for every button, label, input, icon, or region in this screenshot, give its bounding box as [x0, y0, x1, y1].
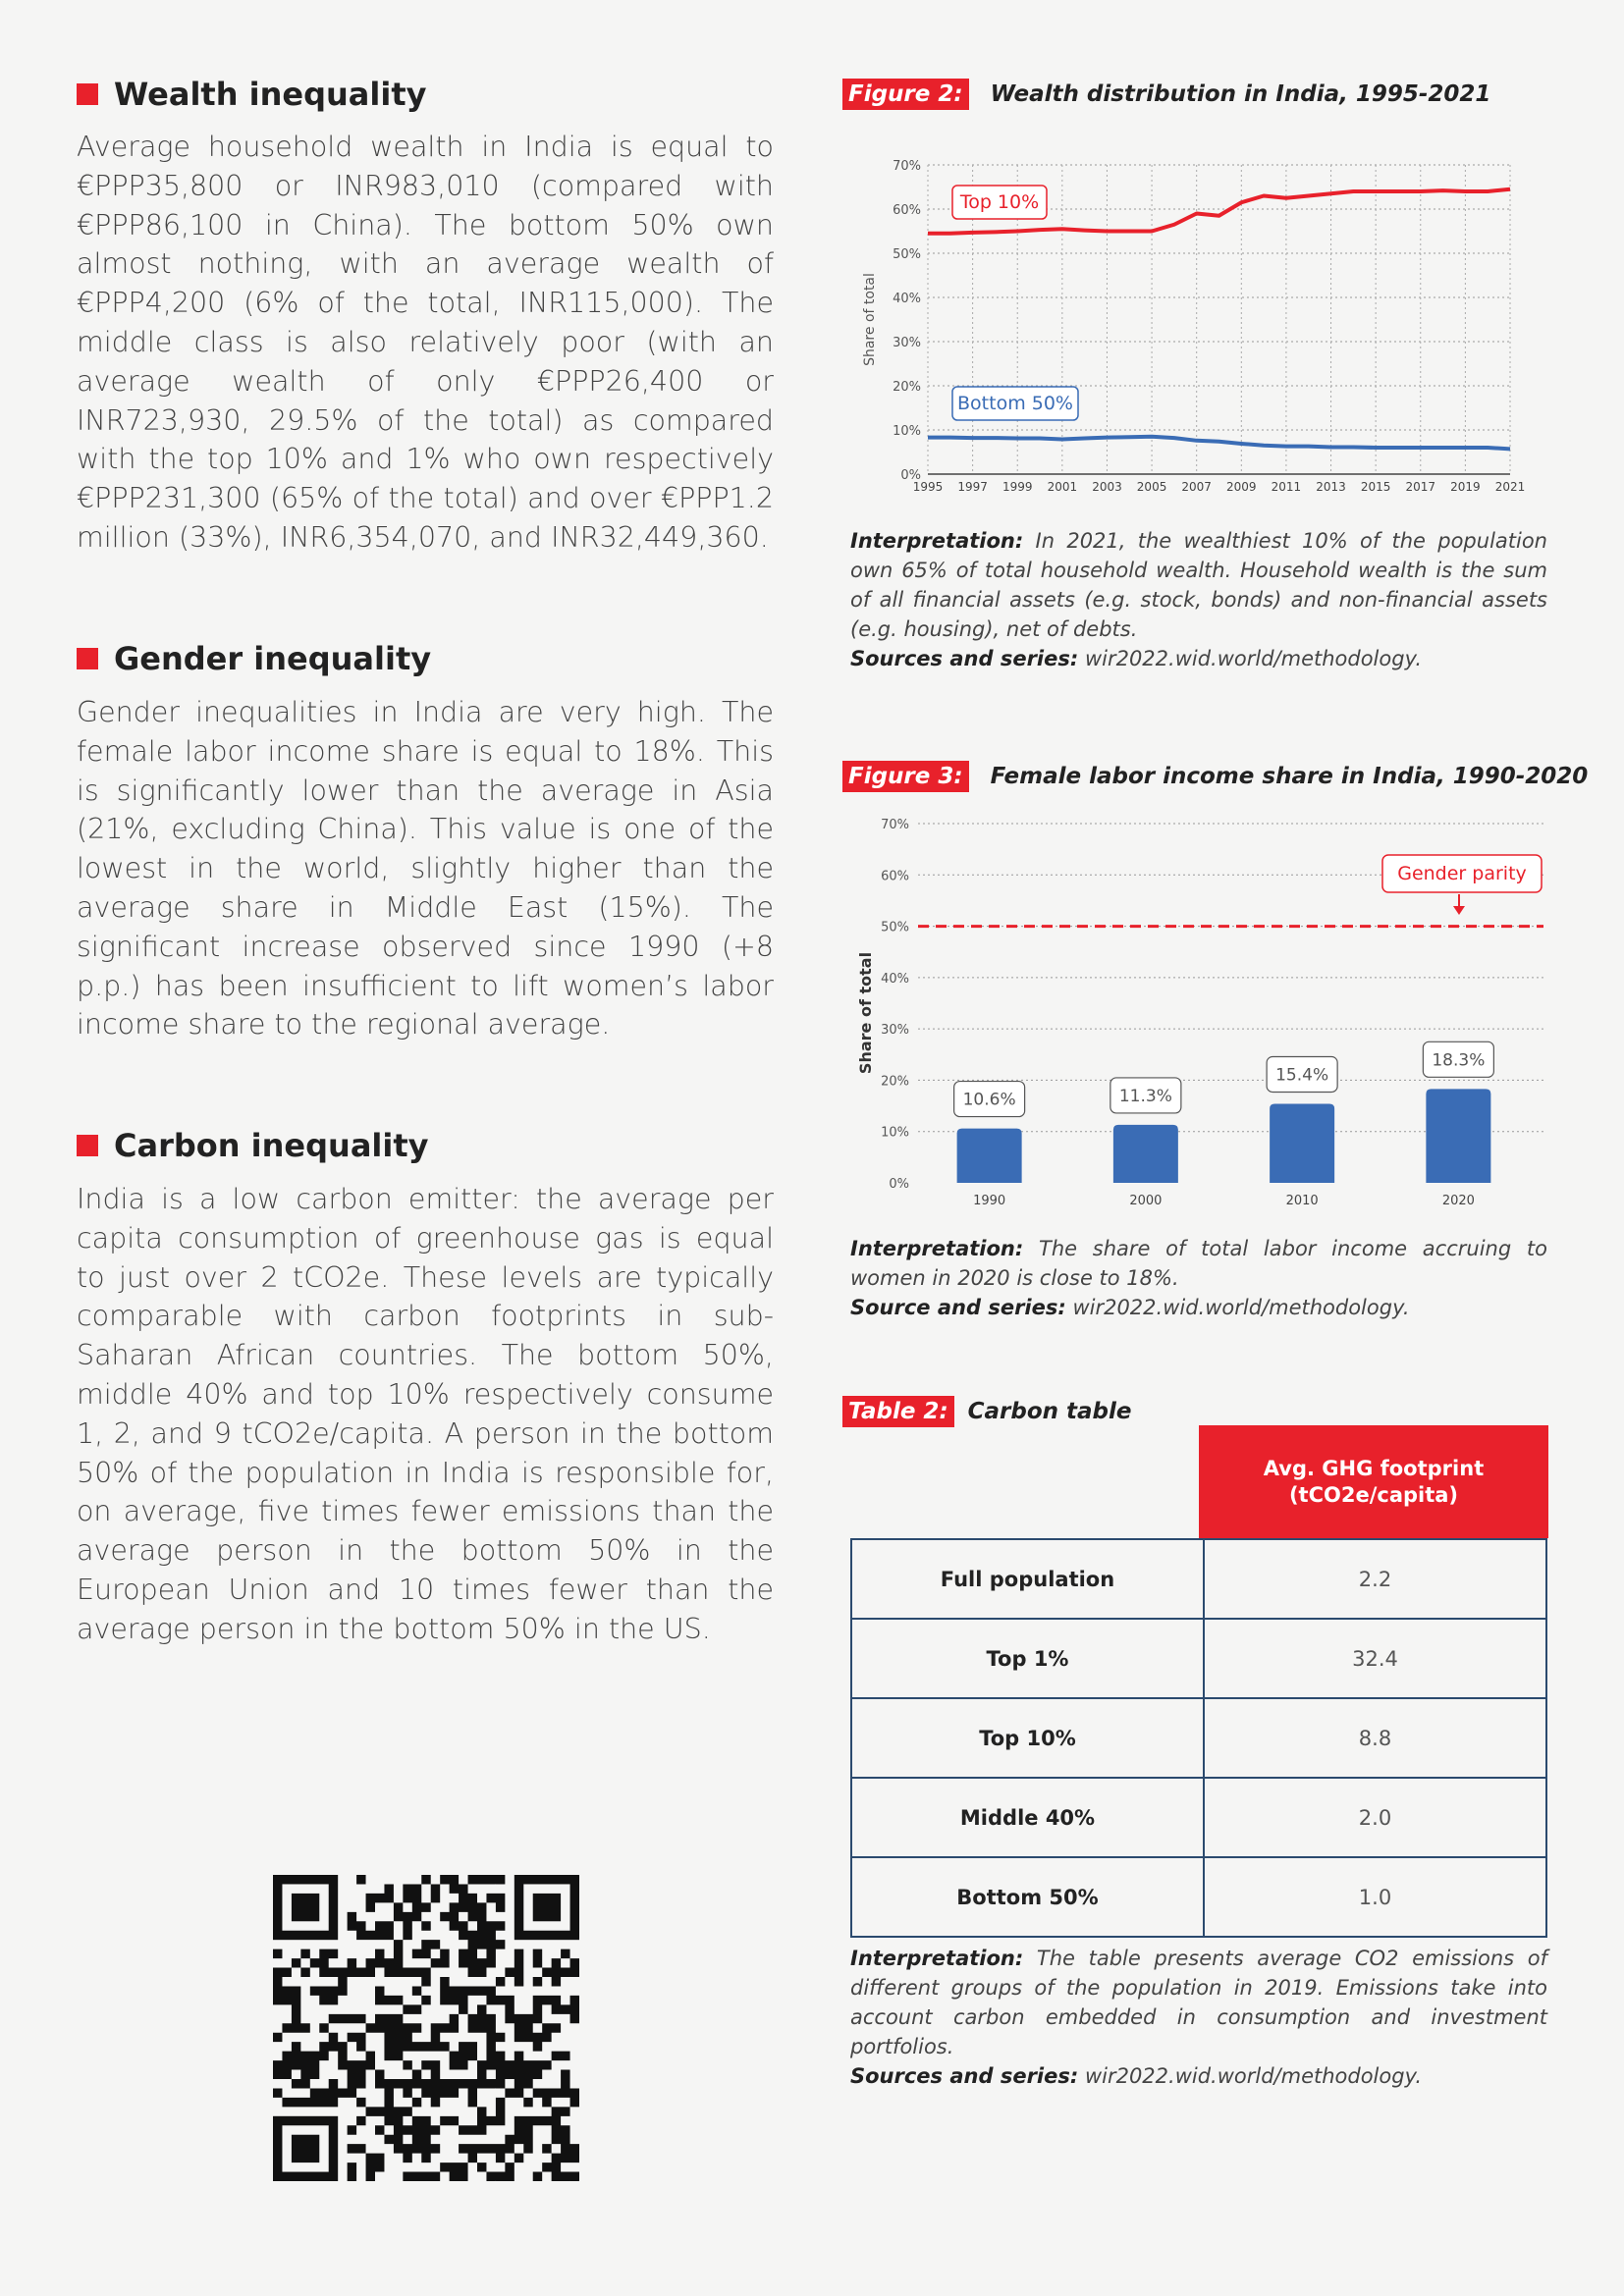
- x-tick-label: 2020: [1441, 1194, 1475, 1208]
- qr-finder-inner: [292, 1894, 319, 1921]
- x-tick-label: 2017: [1405, 480, 1436, 494]
- table-row: [851, 1619, 1546, 1698]
- interp-label: Interpretation:: [850, 1237, 1024, 1260]
- table-row: [851, 1857, 1546, 1937]
- gender-parity-arrow-head: [1453, 906, 1465, 915]
- carbon-heading: [77, 1127, 429, 1164]
- x-tick-label: 2007: [1181, 480, 1212, 494]
- legend-top10-label: Top 10%: [959, 191, 1040, 213]
- y-tick-label: 40%: [893, 292, 921, 306]
- bullet-square-icon: [77, 1135, 98, 1156]
- figure2-label: Figure 2:: [842, 79, 969, 110]
- bullet-square-icon: [77, 648, 98, 669]
- bar-label-2000: 11.3%: [1118, 1086, 1172, 1106]
- figure3-chart: [844, 810, 1551, 1212]
- bullet-square-icon: [77, 83, 98, 105]
- table-row: [851, 1698, 1546, 1778]
- y-tick-label: 70%: [893, 159, 921, 174]
- figure2-heading: [842, 79, 1490, 110]
- table2-heading: [842, 1396, 1132, 1427]
- figure3-heading: [842, 761, 1588, 792]
- figure3-interpretation: [850, 1234, 1547, 1322]
- y-tick-label: 30%: [881, 1023, 909, 1039]
- carbon-title: Carbon inequality: [114, 1127, 429, 1164]
- header-line1: Avg. GHG footprint: [1263, 1456, 1485, 1480]
- source-text: wir2022.wid.world/methodology.: [1065, 1296, 1410, 1319]
- carbon-table: [850, 1538, 1547, 1938]
- wealth-paragraph: Average household wealth in India is equal to €PPP35,800 or INR983,010 (compared with €PPP86,100 in China). The bottom 50% own almost nothing, with an average wealth of €PPP4,200 (6% of the total, INR115,000). The middle class is also relatively poor (with an average wealth of only €PPP26,400 or INR723,930, 29.5% of the total) as compared with the top 10% and 1% who own respectively €PPP231,300 (65% of the total) and over €PPP1.2 million (33%), INR6,354,070, and INR32,449,360.: [77, 131, 774, 554]
- bar-1990: [957, 1129, 1022, 1183]
- row-group: Bottom 50%: [851, 1857, 1204, 1937]
- wealth-title: Wealth inequality: [114, 76, 427, 113]
- row-group: Middle 40%: [851, 1778, 1204, 1857]
- bar-label-2020: 18.3%: [1432, 1050, 1486, 1071]
- gender-paragraph: Gender inequalities in India are very high. The female labor income share is equal to 18%. This is significantly lower than the average in Asia (21%, excluding China). This value is one of the lowest in the world, slightly higher than the average share in Middle East (15%). The significant increase observed since 1990 (+8 p.p.) has been insufficient to lift women’s labor income share to the regional average.: [77, 696, 774, 1041]
- bar-2000: [1113, 1125, 1178, 1183]
- qr-finder-inner: [533, 1894, 561, 1921]
- source-text: wir2022.wid.world/methodology.: [1078, 2064, 1423, 2088]
- x-tick-label: 2010: [1285, 1194, 1319, 1208]
- table2-title: Carbon table: [967, 1399, 1132, 1424]
- figure3-label: Figure 3:: [842, 761, 969, 792]
- row-value: 2.0: [1204, 1778, 1546, 1857]
- y-axis-label: Share of total: [856, 951, 875, 1075]
- figure2-title: Wealth distribution in India, 1995-2021: [990, 81, 1491, 107]
- x-tick-label: 2015: [1360, 480, 1391, 494]
- table-row: [851, 1539, 1546, 1619]
- y-axis-label: Share of total: [862, 273, 878, 366]
- x-tick-label: 2003: [1092, 480, 1122, 494]
- source-label: Sources and series:: [850, 2064, 1079, 2088]
- x-tick-label: 2009: [1226, 480, 1257, 494]
- y-tick-label: 20%: [881, 1074, 909, 1090]
- x-tick-label: 1999: [1001, 480, 1033, 494]
- x-tick-label: 1995: [912, 480, 944, 494]
- y-tick-label: 0%: [889, 1177, 909, 1192]
- header-line2: (tCO2e/capita): [1288, 1482, 1459, 1507]
- x-tick-label: 2000: [1129, 1194, 1163, 1208]
- interp-text: The table presents average CO2 emissions of different groups of the population in 2019. Emissions take into account carbon embedded in consumption and investment portfolios.: [850, 1947, 1547, 2058]
- table2-column-header: [1199, 1425, 1548, 1538]
- row-value: 8.8: [1204, 1698, 1546, 1778]
- y-tick-label: 20%: [893, 380, 921, 395]
- y-tick-label: 0%: [900, 468, 921, 483]
- row-value: 32.4: [1204, 1619, 1546, 1698]
- qr-finder-inner: [292, 2135, 319, 2163]
- bar-2010: [1270, 1103, 1334, 1183]
- x-tick-label: 2019: [1450, 480, 1481, 494]
- bar-label-1990: 10.6%: [962, 1090, 1016, 1110]
- source-text: wir2022.wid.world/methodology.: [1078, 647, 1423, 670]
- source-label: Sources and series:: [850, 647, 1079, 670]
- bottom50-series-line: [928, 437, 1510, 450]
- y-tick-label: 10%: [893, 424, 921, 439]
- table2-label: Table 2:: [842, 1396, 954, 1427]
- source-label: Source and series:: [850, 1296, 1066, 1319]
- x-tick-label: 2011: [1271, 480, 1302, 494]
- row-value: 2.2: [1204, 1539, 1546, 1619]
- figure2-interpretation: [850, 526, 1547, 673]
- figure2-chart: [844, 147, 1532, 501]
- row-group: Top 1%: [851, 1619, 1204, 1698]
- bar-label-2010: 15.4%: [1275, 1065, 1329, 1086]
- x-tick-label: 2001: [1047, 480, 1078, 494]
- interp-label: Interpretation:: [850, 529, 1024, 553]
- qr-code[interactable]: [273, 1875, 579, 2181]
- y-tick-label: 70%: [881, 818, 909, 832]
- x-tick-label: 1997: [957, 480, 988, 494]
- gender-title: Gender inequality: [114, 640, 432, 677]
- row-value: 1.0: [1204, 1857, 1546, 1937]
- y-tick-label: 30%: [893, 336, 921, 350]
- y-tick-label: 50%: [881, 920, 909, 935]
- wealth-heading: [77, 76, 426, 113]
- carbon-paragraph: India is a low carbon emitter: the average per capita consumption of greenhouse gas is equal to just over 2 tCO2e. These levels are typically comparable with carbon footprints in sub-Saharan African countries. The bottom 50%, middle 40% and top 10% respectively consume 1, 2, and 9 tCO2e/capita. A person in the bottom 50% of the population in India is responsible for, on average, five times fewer emissions than the average person in the bottom 50% in the European Union and 10 times fewer than the average person in the bottom 50% in the US.: [77, 1183, 774, 1645]
- x-tick-label: 2005: [1136, 480, 1167, 494]
- row-group: Top 10%: [851, 1698, 1204, 1778]
- x-tick-label: 1990: [973, 1194, 1006, 1208]
- bar-2020: [1426, 1089, 1490, 1183]
- interp-text: In 2021, the wealthiest 10% of the population own 65% of total household wealth. Household wealth is the sum of all financial assets (e.g. stock, bonds) and non-financial assets (e.g. housing), net of debts.: [850, 529, 1547, 641]
- figure3-title: Female labor income share in India, 1990-2020: [990, 764, 1589, 789]
- table2-interpretation: [850, 1944, 1547, 2091]
- interp-text: The share of total labor income accruing to women in 2020 is close to 18%.: [850, 1237, 1547, 1290]
- y-tick-label: 50%: [893, 247, 921, 262]
- x-tick-label: 2021: [1494, 480, 1526, 494]
- gender-heading: [77, 640, 431, 677]
- y-tick-label: 10%: [881, 1125, 909, 1141]
- y-tick-label: 60%: [893, 203, 921, 218]
- row-group: Full population: [851, 1539, 1204, 1619]
- gender-parity-label: Gender parity: [1397, 863, 1527, 884]
- table-row: [851, 1778, 1546, 1857]
- interp-label: Interpretation:: [850, 1947, 1024, 1970]
- y-tick-label: 40%: [881, 971, 909, 987]
- y-tick-label: 60%: [881, 869, 909, 884]
- legend-bottom50-label: Bottom 50%: [957, 393, 1073, 414]
- x-tick-label: 2013: [1316, 480, 1346, 494]
